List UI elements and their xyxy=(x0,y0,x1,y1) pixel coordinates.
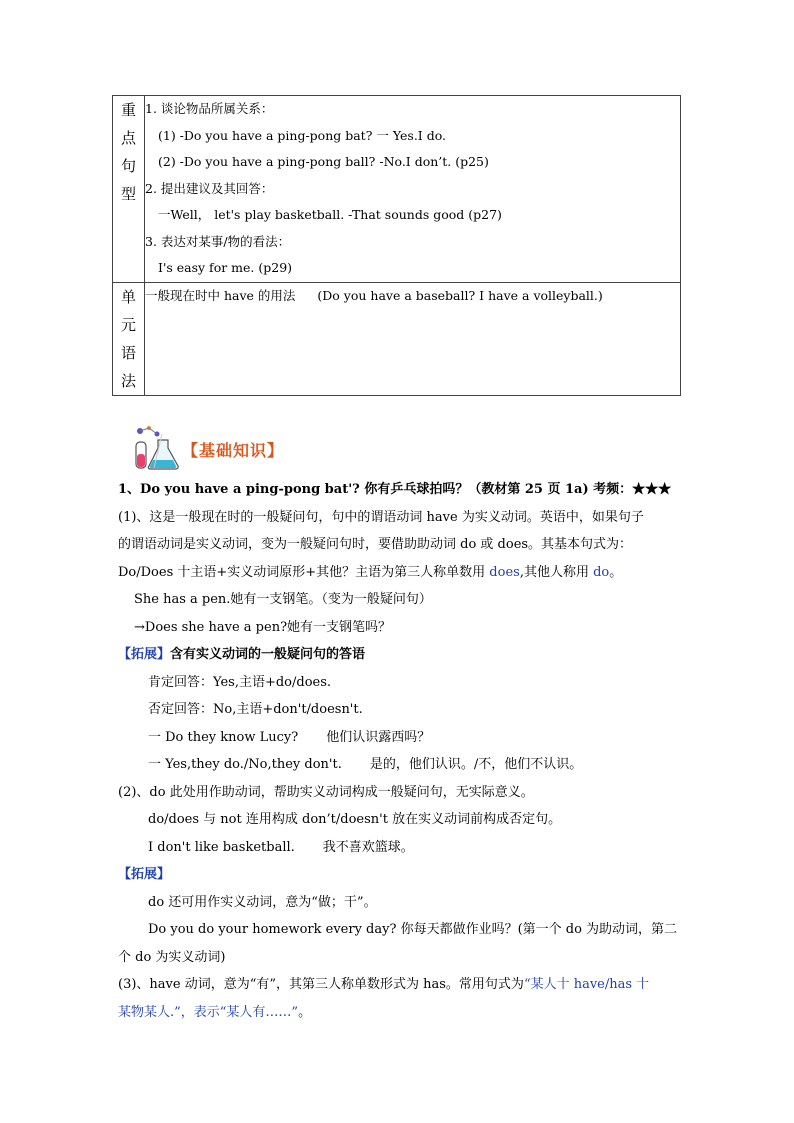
table-row xyxy=(113,282,681,395)
paragraph-line xyxy=(118,971,683,999)
extension-label: 【拓展】 xyxy=(118,647,171,662)
heading-char: 元 xyxy=(120,315,136,334)
example-cn: 我不喜欢篮球。 xyxy=(322,839,414,855)
negative-answer-rule: 否定回答：No,主语+don't/doesn't. xyxy=(148,702,363,717)
list-item: 1. 谈论物品所属关系： xyxy=(145,101,274,116)
extension-label: 【拓展】 xyxy=(118,867,171,882)
text-fragment: 。 xyxy=(609,564,623,580)
example-answer: →Does she have a pen?她有一支钢笔吗？ xyxy=(134,619,392,635)
heading-char: 型 xyxy=(120,185,136,203)
dialog-en: 一 Do they know Lucy? xyxy=(148,729,299,745)
list-item: (1) -Do you have a ping-pong bat? 一 Yes.I do. xyxy=(158,127,446,143)
paragraph-line: (1)、这是一般现在时的一般疑问句，句中的谓语动词 have 为实义动词。英语中，如果句子 xyxy=(118,509,644,525)
grammar-en: (Do you have a baseball? I have a volleyball.) xyxy=(317,287,603,303)
list-item: (2) -Do you have a ping-pong ball? -No.I don’t. (p25) xyxy=(158,154,489,169)
positive-answer-rule: 肯定回答：Yes,主语+do/does. xyxy=(148,674,332,690)
heading-char: 句 xyxy=(120,157,136,175)
paragraph-line xyxy=(118,999,683,1027)
example-en: I don't like basketball. xyxy=(148,839,295,855)
section-banner xyxy=(132,424,312,472)
heading-char: 单 xyxy=(120,287,136,306)
heading-char: 点 xyxy=(120,129,136,147)
row-heading-grammar xyxy=(113,282,145,395)
extension-text: do 还可用作实义动词，意为“做；干”。 xyxy=(148,894,377,910)
dialog-answer xyxy=(118,751,683,779)
paragraph-line: 的谓语动词是实义动词，变为一般疑问句时，要借助助动词 do 或 does。其基本句式为： xyxy=(118,537,633,552)
lesson-content xyxy=(118,476,683,1026)
key-sentences-cell xyxy=(145,96,681,283)
text-fragment: ,其他人称用 xyxy=(519,564,594,580)
grammar-cn: 一般现在时中 have 的用法 xyxy=(145,287,296,303)
row-heading-key-sentences xyxy=(113,96,145,283)
list-item: 3. 表达对某事/物的看法： xyxy=(145,233,291,249)
extension-heading xyxy=(118,861,683,889)
pattern-highlight: “某人十 have/has 十 xyxy=(523,977,650,992)
dialog-cn: 是的，他们认识。/不，他们不认识。 xyxy=(369,757,583,772)
list-item: I's easy for me. (p29) xyxy=(158,260,293,275)
extension-title: 含有实义动词的一般疑问句的答语 xyxy=(170,647,366,662)
list-item: 2. 提出建议及其回答： xyxy=(145,180,274,196)
flask-icon xyxy=(132,424,184,472)
list-item: 一Well， let's play basketball. -That sounds good (p27) xyxy=(158,207,502,222)
table-row xyxy=(113,96,681,283)
dialog-en: 一 Yes,they do./No,they don't. xyxy=(148,757,342,772)
key-sentences-table xyxy=(112,95,681,396)
paragraph-line: do/does 与 not 连用构成 don’t/doesn't 放在实义动词前构成否定句。 xyxy=(148,812,562,827)
banner-label: 【基础知识】 xyxy=(182,441,285,460)
dialog-cn: 他们认识露西吗？ xyxy=(326,729,431,745)
heading-char: 法 xyxy=(120,371,136,390)
example-sentence xyxy=(118,834,683,862)
extension-heading xyxy=(118,641,683,669)
paragraph-line: (2)、do 此处用作助动词，帮助实义动词构成一般疑问句，无实际意义。 xyxy=(118,784,534,800)
paragraph-line xyxy=(118,559,683,587)
grammar-cell xyxy=(145,282,681,395)
heading-char: 重 xyxy=(120,101,136,119)
example-sentence: She has a pen.她有一支钢笔。（变为一般疑问句） xyxy=(134,592,432,607)
highlight-do: do xyxy=(593,564,610,580)
text-fragment: (3)、have 动词，意为“有”，其第三人称单数形式为 has。常用句式为 xyxy=(118,977,524,992)
highlight-does: does xyxy=(489,564,520,580)
dialog-question xyxy=(118,724,683,752)
text-fragment: Do/Does 十主语+实义动词原形+其他？主语为第三人称单数用 xyxy=(118,564,490,580)
pattern-highlight: 某物某人.”，表示“某人有……” xyxy=(118,1004,299,1020)
heading-char: 语 xyxy=(120,343,136,362)
example-sentence: Do you do your homework every day? 你每天都做作业吗？(第一个 do 为助动词，第二 xyxy=(148,922,678,937)
text-fragment: 。 xyxy=(298,1004,312,1020)
section-title: 1、Do you have a ping-pong bat'? 你有乒乓球拍吗？（教材第 25 页 1a) 考频：★★★ xyxy=(118,482,672,497)
example-sentence-cont: 个 do 为实义动词) xyxy=(118,949,226,965)
